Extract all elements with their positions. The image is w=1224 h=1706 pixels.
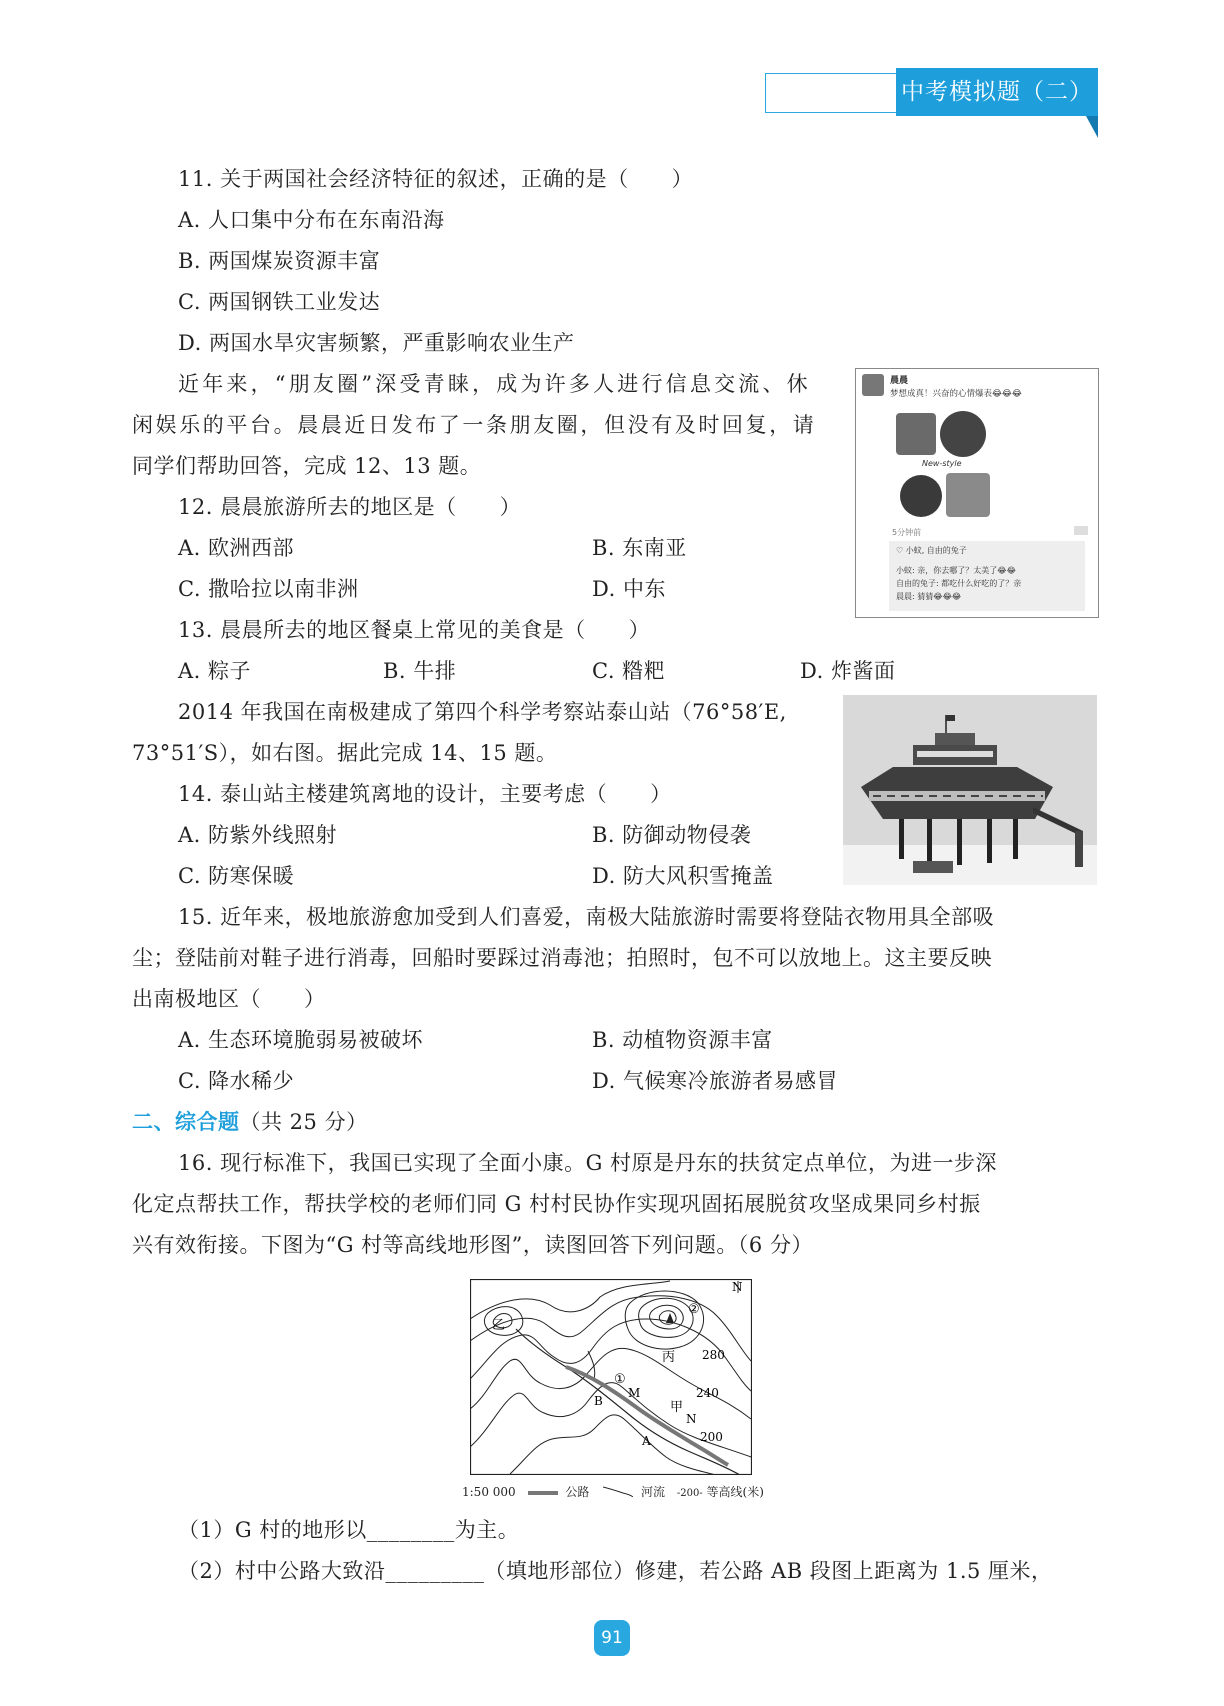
peak-2-label: ② bbox=[688, 1302, 700, 1317]
moment-comment: 小蚊: 亲，你去哪了？太美了😂😂 bbox=[896, 566, 1016, 575]
contour-280-label: 280 bbox=[702, 1348, 725, 1362]
q14-option-b: B. 防御动物侵袭 bbox=[592, 823, 752, 847]
moment-comment: 自由的兔子: 都吃什么好吃的了？亲 bbox=[896, 579, 1022, 588]
q15-line-3: 出南极地区（ ） bbox=[132, 987, 326, 1011]
photo-arc-de-triomphe bbox=[946, 473, 990, 517]
header-frame bbox=[765, 73, 899, 113]
q16-sub-2: （2）村中公路大致沿_________（填地形部位）修建，若公路 AB 段图上距离为 1.5 厘米， bbox=[178, 1559, 1053, 1583]
q11-option-c: C. 两国钢铁工业发达 bbox=[178, 290, 381, 314]
bing-label: 丙 bbox=[662, 1350, 676, 1365]
section-points: （共 25 分） bbox=[239, 1110, 368, 1134]
contour-200-label: 200 bbox=[700, 1430, 723, 1444]
q16-line-2: 化定点帮扶工作，帮扶学校的老师们同 G 村村民协作实现巩固拓展脱贫攻坚成果同乡村振 bbox=[132, 1192, 981, 1216]
point-m-label: M bbox=[628, 1386, 641, 1400]
moment-username: 晨晨 bbox=[890, 376, 909, 386]
passage1-line-1: 近年来，“朋友圈”深受青睐，成为许多人进行信息交流、休 bbox=[178, 372, 811, 396]
q13-option-c: C. 糌粑 bbox=[592, 659, 666, 683]
jia-label: 甲 bbox=[670, 1400, 684, 1415]
point-n-label: N bbox=[686, 1412, 697, 1426]
photo-colosseum bbox=[940, 411, 986, 457]
moment-comment: 晨晨: 猜猜😂😂😂 bbox=[896, 592, 962, 601]
q16-line-1: 16. 现行标准下，我国已实现了全面小康。G 村原是丹东的扶贫定点单位，为进一步深 bbox=[178, 1151, 998, 1175]
q12-option-a: A. 欧洲西部 bbox=[178, 536, 295, 560]
contour-240-label: 240 bbox=[696, 1386, 719, 1400]
header-fold-decoration bbox=[1086, 116, 1098, 138]
q12-option-b: B. 东南亚 bbox=[592, 536, 687, 560]
q13-option-a: A. 粽子 bbox=[178, 659, 252, 683]
page-number: 91 bbox=[594, 1620, 630, 1656]
q13-option-b: B. 牛排 bbox=[383, 659, 457, 683]
point-b-label: B bbox=[594, 1394, 603, 1408]
q15-option-a: A. 生态环境脆弱易被破坏 bbox=[178, 1028, 424, 1052]
taishan-station-photo bbox=[843, 695, 1097, 885]
avatar bbox=[862, 374, 884, 396]
moment-time: 5分钟前 bbox=[892, 528, 922, 537]
road-legend-symbol bbox=[528, 1491, 558, 1495]
road-legend-label: 公路 bbox=[565, 1485, 590, 1499]
wechat-moment-image bbox=[855, 368, 1099, 618]
q12-option-d: D. 中东 bbox=[592, 577, 666, 601]
q15-option-c: C. 降水稀少 bbox=[178, 1069, 295, 1093]
section-title: 二、综合题 bbox=[132, 1110, 240, 1134]
map-legend bbox=[462, 1483, 764, 1500]
q15-option-d: D. 气候寒冷旅游者易感冒 bbox=[592, 1069, 838, 1093]
passage2-line-2: 73°51′S），如右图。据此完成 14、15 题。 bbox=[132, 741, 558, 765]
q14-stem: 14. 泰山站主楼建筑离地的设计，主要考虑（ ） bbox=[178, 782, 672, 806]
contour-map bbox=[470, 1279, 752, 1475]
photo-building bbox=[900, 475, 942, 517]
passage1-line-3: 同学们帮助回答，完成 12、13 题。 bbox=[132, 454, 482, 478]
q15-line-2: 尘；登陆前对鞋子进行消毒，回船时要踩过消毒池；拍照时，包不可以放地上。这主要反映 bbox=[132, 946, 992, 970]
contour-legend-label: 等高线(米) bbox=[706, 1485, 764, 1499]
photo-sticker-text: New-style bbox=[922, 459, 962, 468]
page-title: 中考模拟题（二） bbox=[896, 68, 1098, 116]
q11-option-b: B. 两国煤炭资源丰富 bbox=[178, 249, 381, 273]
q11-option-a: A. 人口集中分布在东南沿海 bbox=[178, 208, 445, 232]
q11-option-d: D. 两国水旱灾害频繁，严重影响农业生产 bbox=[178, 331, 575, 355]
north-arrow-label: N bbox=[732, 1280, 743, 1294]
point-1-label: ① bbox=[614, 1372, 626, 1387]
section-heading bbox=[132, 1106, 368, 1136]
q12-option-c: C. 撒哈拉以南非洲 bbox=[178, 577, 359, 601]
q16-line-3: 兴有效衔接。下图为“G 村等高线地形图”，读图回答下列问题。（6 分） bbox=[132, 1233, 813, 1257]
photo-eiffel bbox=[896, 413, 936, 455]
more-icon bbox=[1074, 526, 1088, 535]
moment-post-text: 梦想成真！兴奋的心情爆表😂😂😂 bbox=[890, 389, 1022, 399]
q15-line-1: 15. 近年来，极地旅游愈加受到人们喜爱，南极大陆旅游时需要将登陆衣物用具全部吸 bbox=[178, 905, 995, 929]
q11-stem: 11. 关于两国社会经济特征的叙述，正确的是（ ） bbox=[178, 167, 694, 191]
point-a-label: A bbox=[642, 1434, 651, 1448]
yi-label: 乙 bbox=[492, 1318, 506, 1333]
q13-stem: 13. 晨晨所去的地区餐桌上常见的美食是（ ） bbox=[178, 618, 651, 642]
q15-option-b: B. 动植物资源丰富 bbox=[592, 1028, 773, 1052]
moment-likes: ♡ 小蚊, 自由的兔子 bbox=[896, 546, 967, 555]
q14-option-d: D. 防大风积雪掩盖 bbox=[592, 864, 774, 888]
q16-sub-1: （1）G 村的地形以________为主。 bbox=[178, 1518, 520, 1542]
passage1-line-2: 闲娱乐的平台。晨晨近日发布了一条朋友圈，但没有及时回复，请 bbox=[132, 413, 817, 437]
q12-stem: 12. 晨晨旅游所去的地区是（ ） bbox=[178, 495, 522, 519]
map-frame bbox=[471, 1280, 752, 1475]
river-legend-label: 河流 bbox=[641, 1485, 666, 1499]
contour-legend-symbol: -200- bbox=[676, 1488, 703, 1499]
q14-option-a: A. 防紫外线照射 bbox=[178, 823, 338, 847]
map-scale: 1:50 000 bbox=[462, 1485, 516, 1499]
passage2-line-1: 2014 年我国在南极建成了第四个科学考察站泰山站（76°58′E, bbox=[178, 700, 787, 724]
river-legend-symbol bbox=[603, 1485, 633, 1500]
q13-option-d: D. 炸酱面 bbox=[800, 659, 896, 683]
q14-option-c: C. 防寒保暖 bbox=[178, 864, 295, 888]
